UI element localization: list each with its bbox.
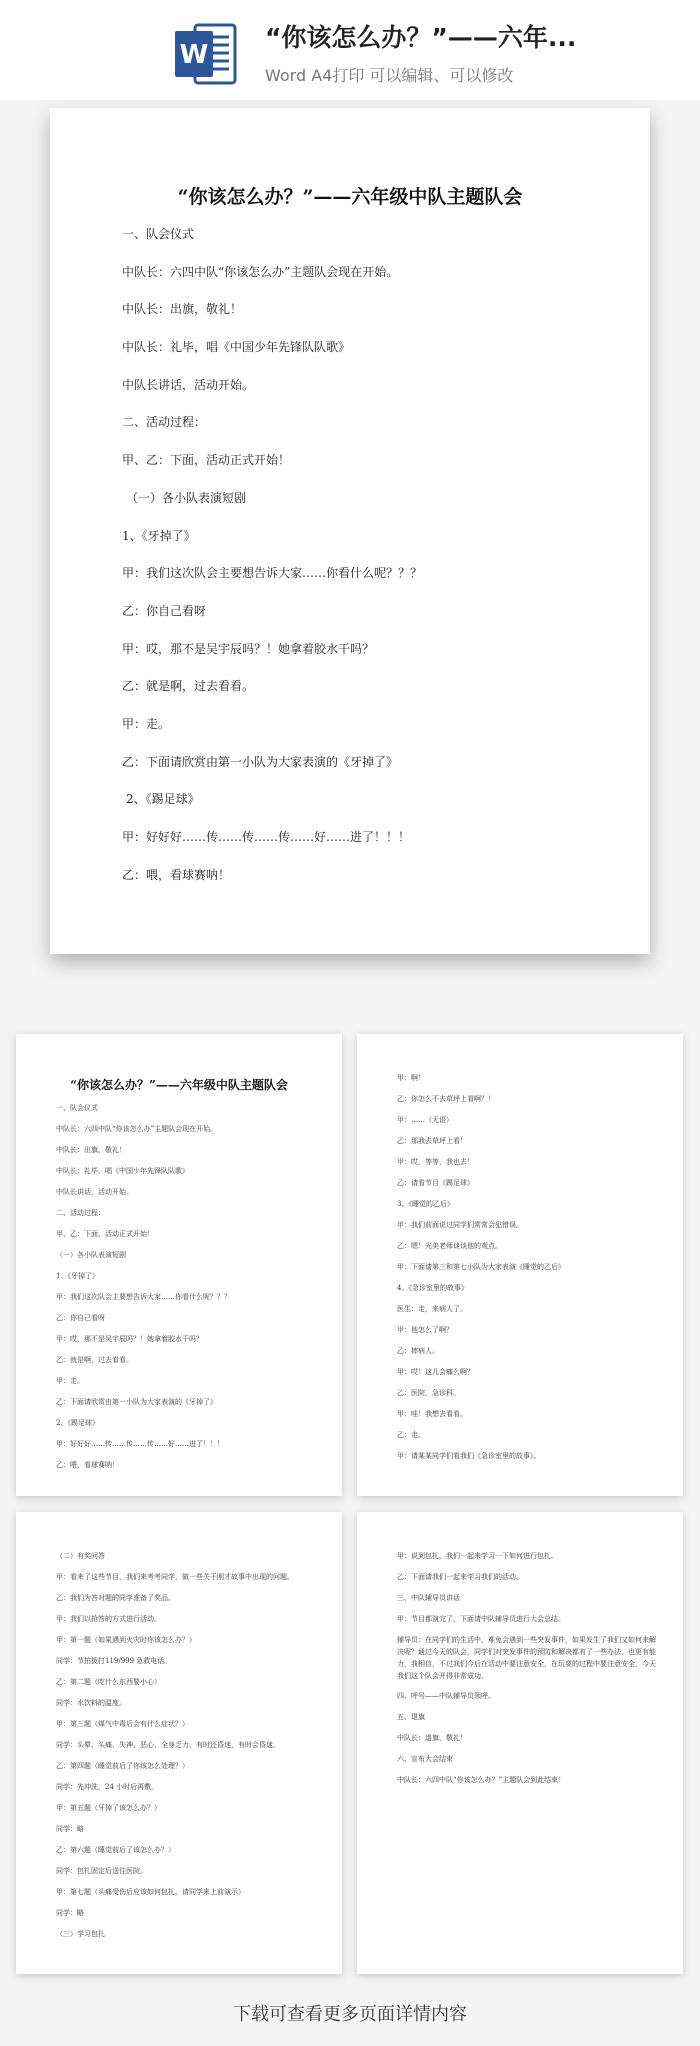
text-line: 甲：下面请第三和第七小队为大家表演《睡觉的乙后》 <box>397 1263 565 1271</box>
text-line: 同学：包扎固定后送往医院。 <box>56 1867 147 1875</box>
svg-text:W: W <box>179 40 209 70</box>
text-line: 乙：摔病人。 <box>397 1347 439 1355</box>
text-line: 中队长：出旗，敬礼！ <box>56 1146 126 1154</box>
thumbnail-page-1[interactable] <box>16 1034 342 1496</box>
text-line: 六、宣布大会结束 <box>397 1755 453 1763</box>
text-line: 乙：喂，看球赛呐！ <box>56 1461 119 1469</box>
text-line: 乙：那我去草坪上看！ <box>397 1137 467 1145</box>
text-line: 乙：就是啊，过去看看。 <box>56 1356 133 1364</box>
document-subtitle: Word A4打印 可以编辑、可以修改 <box>265 66 514 85</box>
text-line: 甲：他怎么了啊？ <box>397 1326 453 1334</box>
text-line: 甲：哎，等等，我也去！ <box>397 1158 474 1166</box>
word-document-icon <box>173 21 239 87</box>
text-line: 四、呼号——中队辅导员领呼。 <box>397 1692 495 1700</box>
text-line: 甲：……（无语） <box>397 1116 453 1124</box>
text-line: 乙：你怎么不去草坪上看啊？！ <box>397 1095 495 1103</box>
text-line: 甲：走。 <box>56 1377 84 1385</box>
text-line: 同学：略 <box>56 1909 84 1917</box>
text-line: 甲：第三题（煤气中毒后会有什么症状？） <box>56 1720 189 1728</box>
text-line: 2、《踢足球》 <box>56 1419 99 1427</box>
text-line: 甲：啊！ <box>397 1074 425 1082</box>
text-line: 甲、乙：下面，活动正式开始！ <box>122 453 291 468</box>
header-bar <box>0 0 700 100</box>
text-line: 乙：医院，急诊科。 <box>397 1389 460 1397</box>
text-line: 五、退旗 <box>397 1713 425 1721</box>
page-body <box>397 1068 659 1467</box>
text-line: （三）学习包扎 <box>56 1930 105 1938</box>
text-line: 中队长：六四中队“你该怎么办”主题队会现在开始。 <box>122 264 399 279</box>
text-line: 乙：下面请我们一起来学习我们的活动。 <box>397 1573 523 1581</box>
text-line: 甲、乙：下面，活动正式开始！ <box>56 1230 154 1238</box>
text-line: 1、《牙掉了》 <box>56 1272 99 1280</box>
text-line: 甲：哎！这儿会痛么啊？ <box>397 1368 474 1376</box>
thumbnail-page-3[interactable] <box>16 1512 342 1974</box>
text-line: 甲：我们这次队会主要想告诉大家……你看什么呢？？？ <box>122 566 423 581</box>
text-line: （一）各小队表演短剧 <box>126 490 247 505</box>
text-line: 甲：说到包扎，我们一起来学习一下如何进行包扎。 <box>397 1552 558 1560</box>
document-title: “你该怎么办？”——六年... <box>265 23 577 52</box>
page-title: “你该怎么办？”——六年级中队主题队会 <box>70 1078 288 1092</box>
page-body <box>397 1546 659 1791</box>
text-line: 中队长：礼毕，唱《中国少年先锋队队歌》 <box>56 1167 189 1175</box>
text-line: （一）各小队表演短剧 <box>56 1251 126 1259</box>
text-line: 三、中队辅导员讲话 <box>397 1594 460 1602</box>
text-line: 同学：水饮料的温度。 <box>56 1699 126 1707</box>
text-line: 乙：第四题（睡觉前后了你该怎么处理？） <box>56 1762 189 1770</box>
text-line: 中队长讲话，活动开始。 <box>56 1188 133 1196</box>
text-line: 乙：嗯！光美老师谈谈他的观点。 <box>397 1242 502 1250</box>
text-line: 甲：哎，那不是吴宇辰吗？！她拿着胶水干吗？ <box>56 1335 203 1343</box>
page-title: “你该怎么办？”——六年级中队主题队会 <box>177 186 523 208</box>
page-body <box>56 1098 318 1476</box>
text-line: 甲：好好好……传……传……传……好……进了！！！ <box>122 830 411 844</box>
more-pages-link[interactable]: 下载可查看更多页面详情内容 <box>233 2004 467 2025</box>
text-line: 甲：好好好……传……传……传……好……进了！！！ <box>56 1440 224 1448</box>
text-line: 医生：走，来病人了。 <box>397 1305 467 1313</box>
text-line: 中队长：六四中队“你该怎么办”主题队会现在开始。 <box>56 1125 218 1133</box>
text-line: 甲：第五题（牙掉了该怎么办？） <box>56 1804 161 1812</box>
text-line: 甲：走。 <box>122 716 171 731</box>
page-body <box>122 216 602 894</box>
text-line: 中队长：礼毕，唱《中国少年先锋队队歌》 <box>122 340 351 355</box>
text-line: 同学：先冲洗，24 小时后再敷。 <box>56 1783 159 1791</box>
text-line: 2、《踢足球》 <box>126 792 200 807</box>
text-line: 乙：走。 <box>397 1431 425 1439</box>
text-line: 中队长讲话，活动开始。 <box>122 377 255 392</box>
text-line: 甲：第七题（头痛受伤后应该如何包扎，请同学来上前演示） <box>56 1888 245 1896</box>
text-line: 乙：就是啊，过去看看。 <box>122 679 255 694</box>
text-line: 乙：下面请欣赏由第一小队为大家表演的《牙掉了》 <box>122 754 399 769</box>
text-line: 乙：喂，看球赛呐！ <box>122 867 231 882</box>
preview-page-main <box>50 108 650 954</box>
text-line: 一、队会仪式 <box>122 227 195 241</box>
text-line: 甲：第一题（如果遇到火灾时你该怎么办？） <box>56 1636 196 1644</box>
thumbnail-page-2[interactable] <box>357 1034 683 1496</box>
text-line: 二、活动过程： <box>56 1209 105 1217</box>
text-line: 甲：我们以抢答的方式进行活动。 <box>56 1615 161 1623</box>
text-line: 4、《急诊室里的故事》 <box>397 1284 468 1292</box>
text-line: 二、活动过程： <box>122 415 207 430</box>
text-line: 同学：头晕、头痛、失神、恶心、全身乏力、有时还昏迷，有时会昏迷。 <box>56 1741 280 1749</box>
text-line: 一、队会仪式 <box>56 1104 98 1112</box>
page-body <box>56 1546 318 1945</box>
text-line: 乙：你自己看呀 <box>56 1314 105 1322</box>
text-line: 乙：下面请欣赏由第一小队为大家表演的《牙掉了》 <box>56 1398 217 1406</box>
text-line: 甲：看来了这些节目，我们来考考同学，做一些关于刚才故事中出现的问题。 <box>56 1573 294 1581</box>
text-line: 中队长：出旗，敬礼！ <box>122 302 243 317</box>
text-line: 甲：请某某同学们看我们《急诊室里的故事》。 <box>397 1452 541 1460</box>
text-line: 中队长：退旗，敬礼！ <box>397 1734 467 1742</box>
text-line: 乙：我们为答对题的同学准备了奖品。 <box>56 1594 175 1602</box>
text-line: 3、《睡觉的乙后》 <box>397 1200 454 1208</box>
text-line: 中队长：六四中队“你该怎么办？”主题队会到此结束！ <box>397 1776 566 1784</box>
text-line: 乙：第二题（吃什么东西要小心） <box>56 1678 161 1686</box>
thumbnail-page-4[interactable] <box>357 1512 683 1974</box>
text-line: 1、《牙掉了》 <box>122 528 196 543</box>
text-line: 同学：节拍拨打119/999 急救电话。 <box>56 1657 172 1665</box>
text-line: 乙：第六题（睡觉前后了该怎么办？） <box>56 1846 175 1854</box>
text-line: 甲：我们前面说过同学们常常会犯错误。 <box>397 1221 523 1229</box>
text-line: 乙：请看节目《踢足球》 <box>397 1179 474 1187</box>
text-line: 甲：哎，那不是吴宇辰吗？！她拿着胶水干吗？ <box>122 641 375 656</box>
text-line: 甲：节目都演完了，下面请中队辅导员进行大会总结。 <box>397 1615 565 1623</box>
text-line: 甲：我们这次队会主要想告诉大家……你看什么呢？？？ <box>56 1293 231 1301</box>
text-line: （二）有奖问答 <box>56 1552 105 1560</box>
text-line: 乙：你自己看呀 <box>122 603 207 618</box>
text-line: 同学：略 <box>56 1825 84 1833</box>
text-line: 甲：哇！我想去看看。 <box>397 1410 467 1418</box>
text-paragraph: 辅导员：在同学们的生活中，难免会遇到一些突发事件，如果发生了我们又如何来解决呢？通过今天的队会，同学们对突发事件的预防和解决都有了一些办法，也更有能力，我相信，不过我们今后在活动中要注意安全，在玩耍的过程中要注意安全，今天我们这个队会开得非常成功。 <box>397 1636 656 1680</box>
